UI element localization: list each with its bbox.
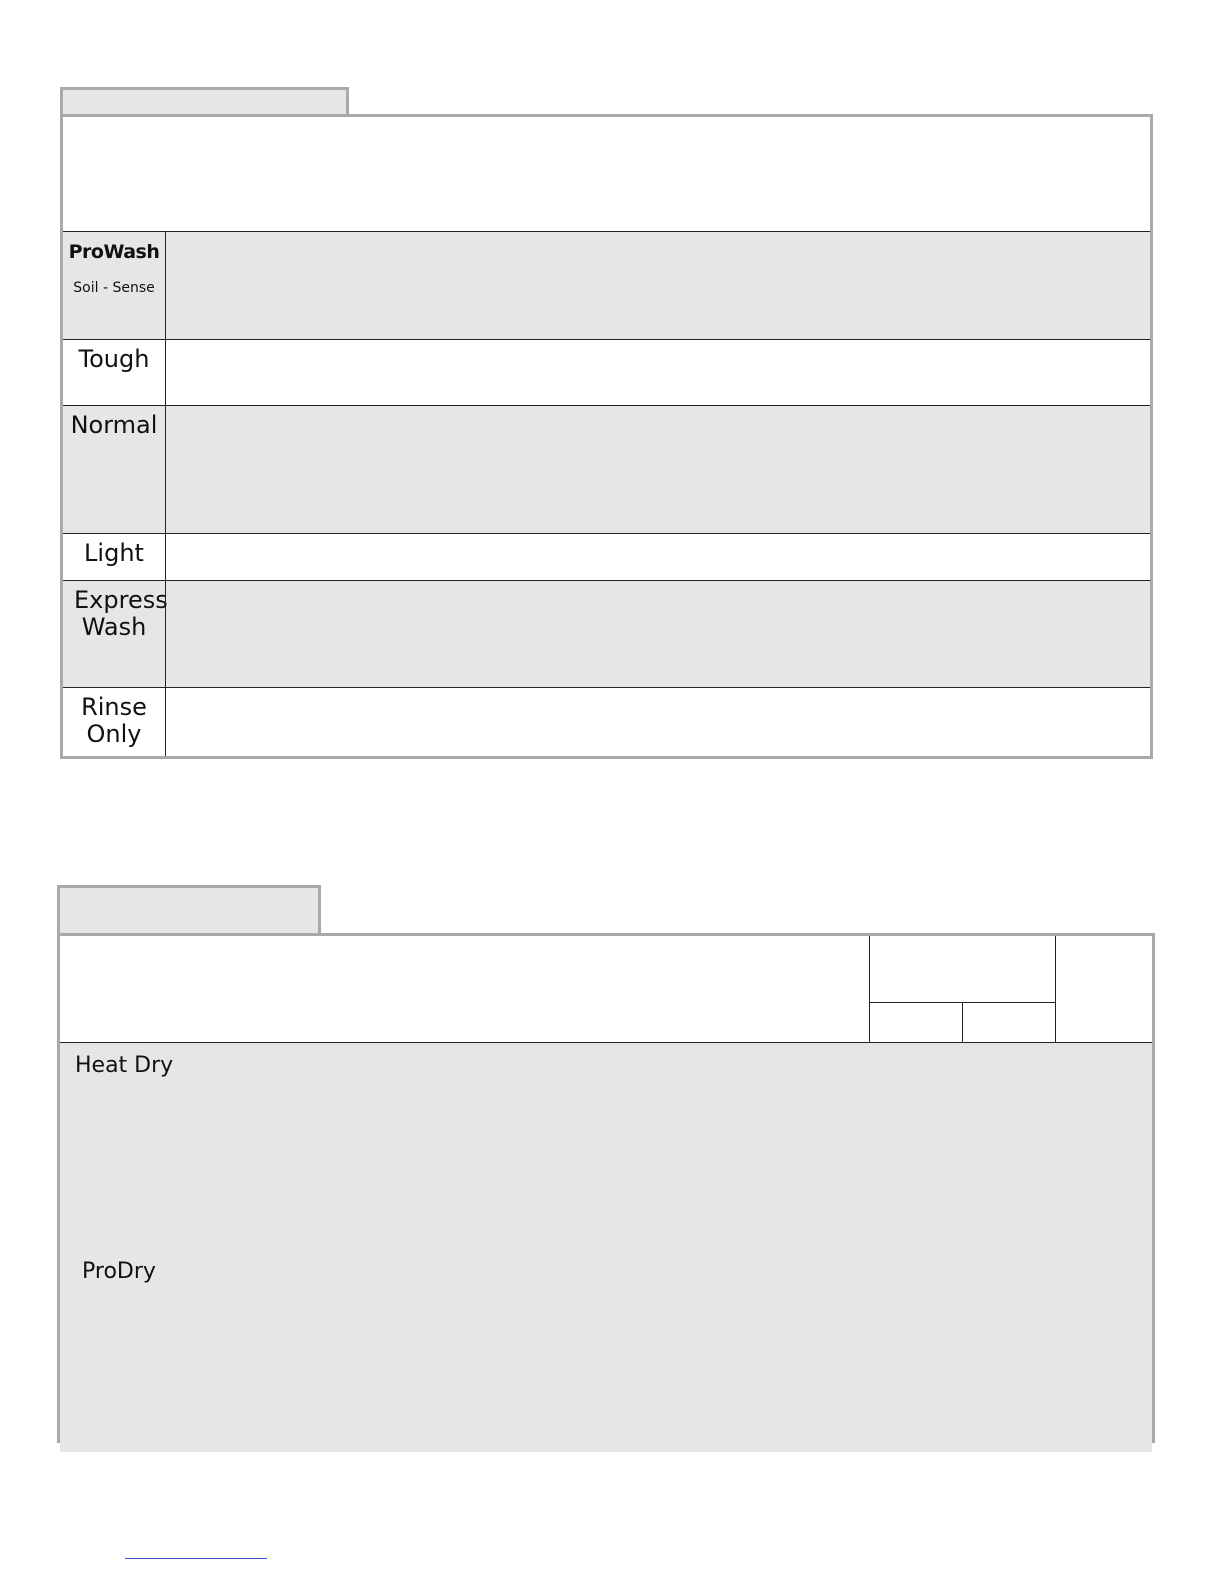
wash-table-header	[63, 117, 1150, 231]
cycle-label-express-wash	[63, 581, 166, 687]
cycle-label-light	[63, 534, 166, 580]
cycle-label-prowash	[63, 232, 166, 339]
cycle-name: Normal	[70, 411, 158, 439]
dry-options-table	[57, 933, 1155, 1443]
dry-options-body	[60, 1042, 1152, 1452]
cycle-row-tough	[63, 339, 1150, 405]
dry-option-prodry: ProDry	[82, 1259, 156, 1284]
dry-option-heat-dry: Heat Dry	[75, 1053, 174, 1078]
dry-table-header	[60, 936, 1152, 1042]
wash-cycles-table	[60, 114, 1153, 759]
cycle-name: Light	[84, 539, 144, 567]
cycle-label-normal	[63, 406, 166, 533]
dry-section-tab	[57, 885, 321, 936]
cycle-name: Express Wash	[74, 586, 168, 641]
cycle-name: Rinse Only	[81, 693, 147, 748]
wash-section-tab	[60, 87, 349, 117]
header-divider	[869, 936, 870, 1042]
header-divider	[1055, 936, 1056, 1042]
cycle-name: ProWash	[68, 241, 160, 263]
cycle-row-prowash	[63, 231, 1150, 339]
header-divider	[962, 1002, 963, 1042]
cycle-row-light	[63, 533, 1150, 580]
cycle-row-express-wash	[63, 580, 1150, 687]
cycle-row-normal	[63, 405, 1150, 533]
cycle-label-rinse-only	[63, 688, 166, 756]
cycle-label-tough	[63, 340, 166, 405]
footer-link-underline[interactable]	[125, 1558, 267, 1559]
cycle-row-rinse-only	[63, 687, 1150, 756]
cycle-subtitle: Soil - Sense	[73, 280, 155, 296]
cycle-name: Tough	[78, 345, 150, 373]
